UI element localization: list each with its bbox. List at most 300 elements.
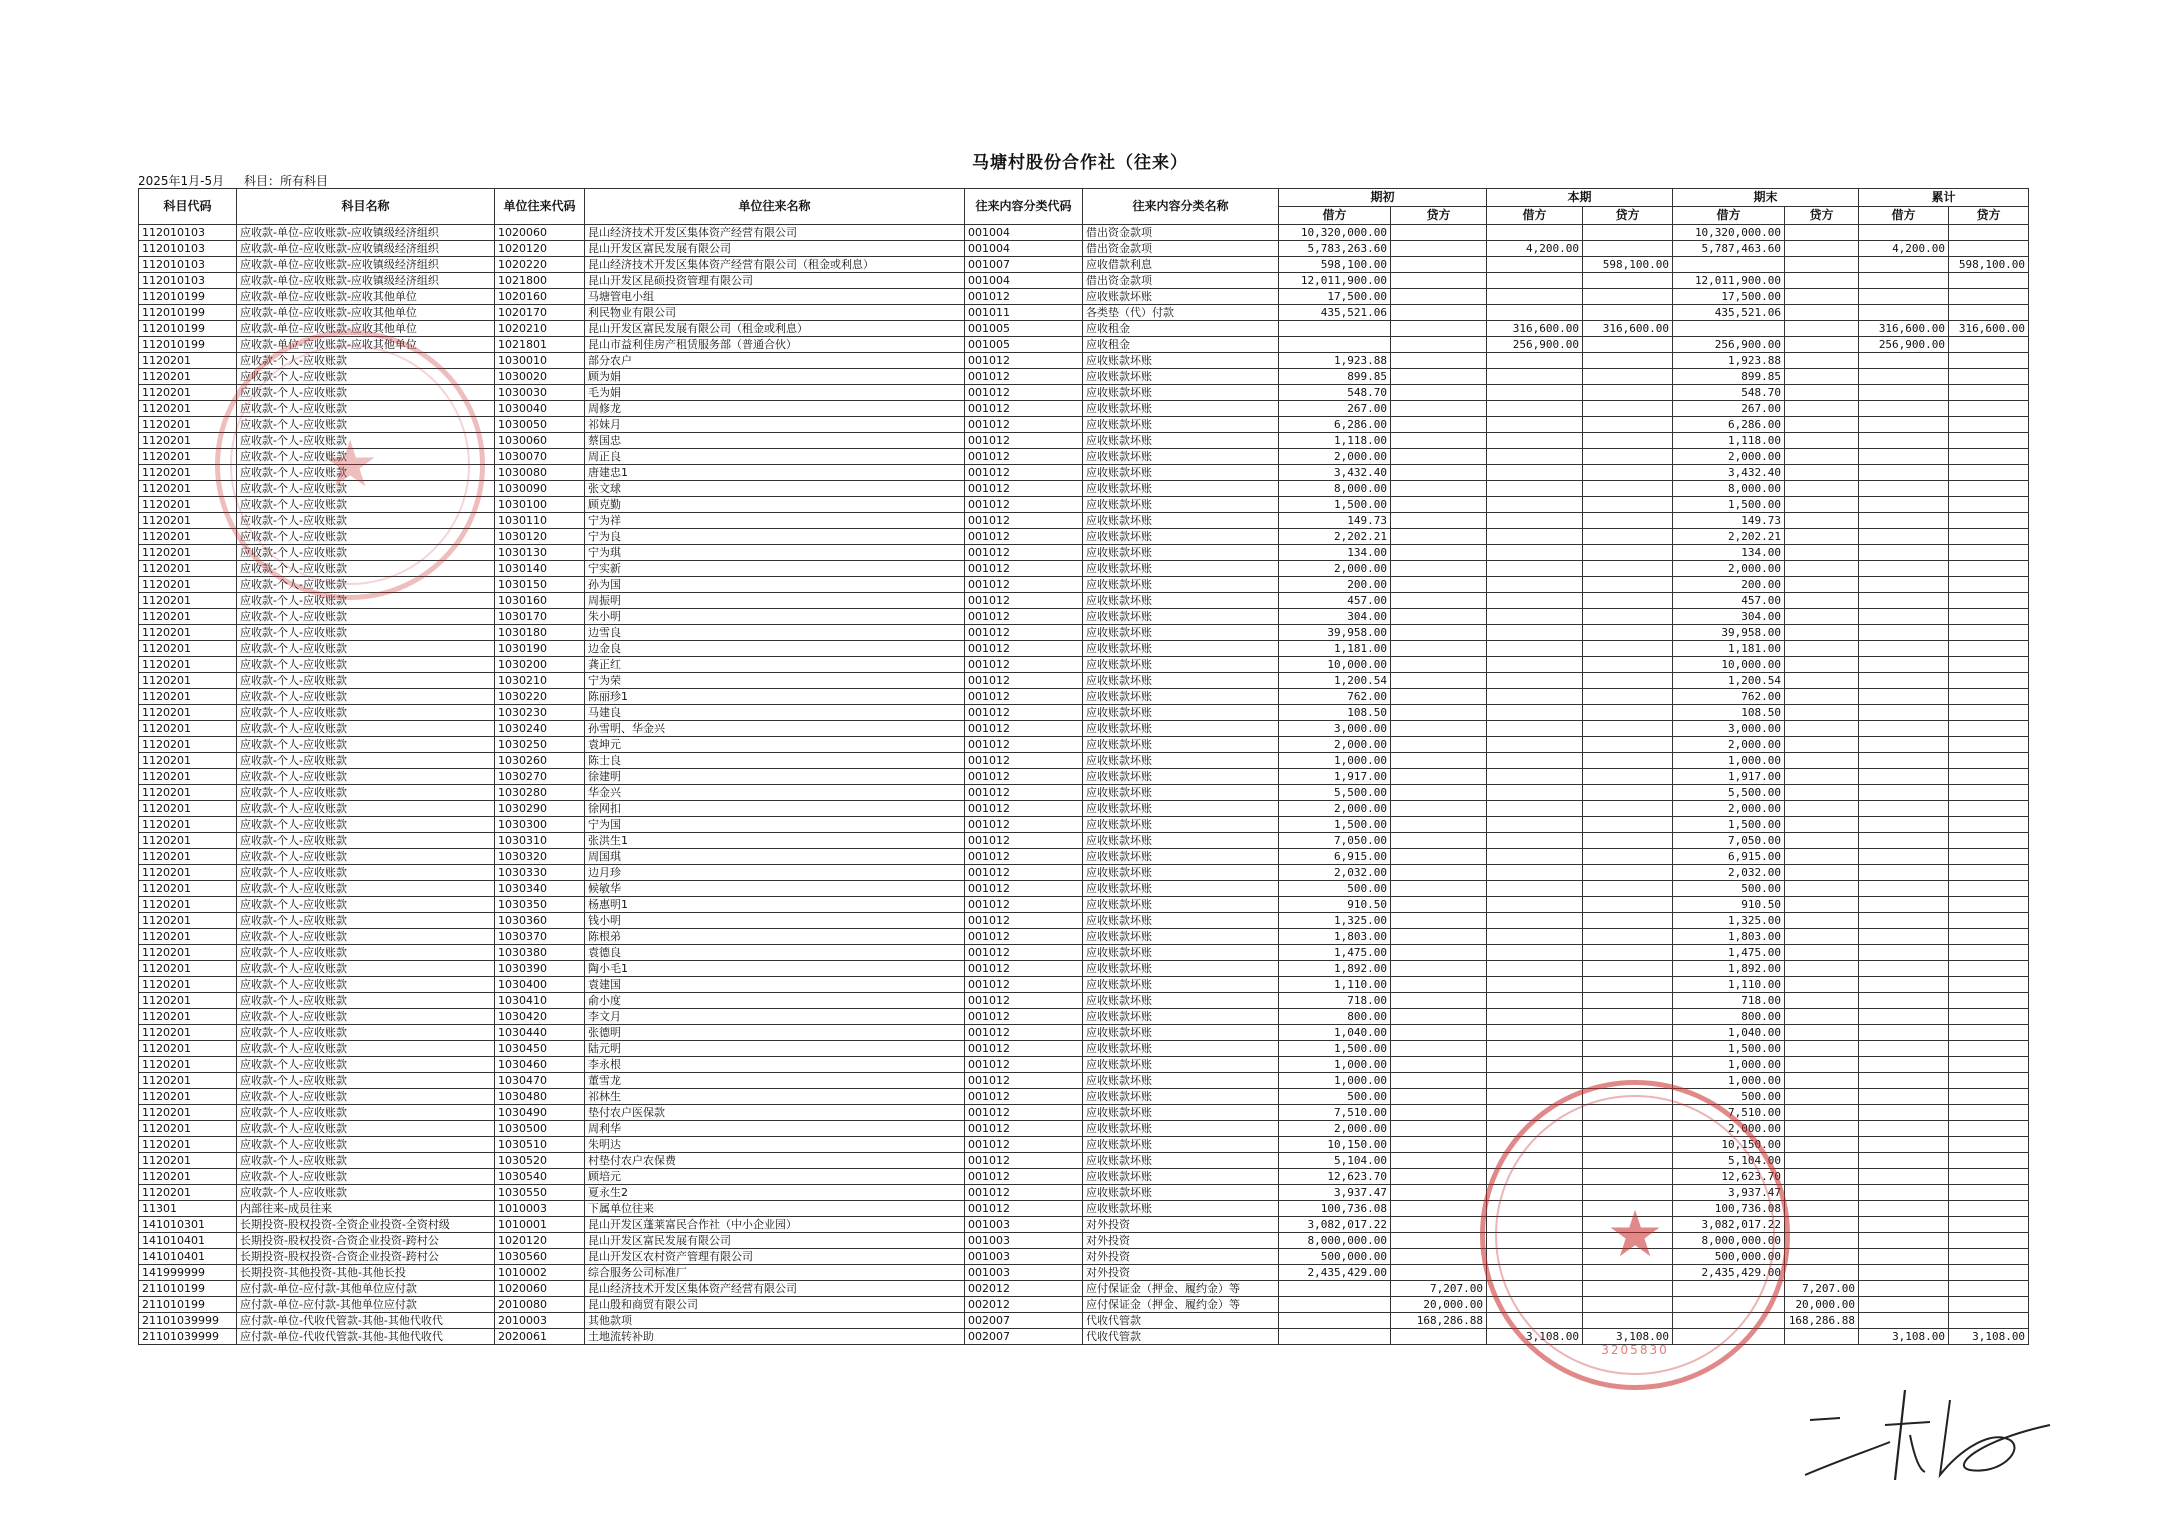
cell-cumulative-credit: [1949, 689, 2029, 705]
cell-cat-code: 002007: [965, 1329, 1083, 1345]
cell-cat-code: 002007: [965, 1313, 1083, 1329]
cell-cumulative-debit: [1859, 897, 1949, 913]
cell-unit-name: 毛为娟: [585, 385, 965, 401]
cell-unit-name: 陈丽珍1: [585, 689, 965, 705]
cell-closing-debit: 3,937.47: [1673, 1185, 1785, 1201]
cell-unit-code: 1030040: [495, 401, 585, 417]
table-row: [139, 401, 2029, 417]
table-row: [139, 1025, 2029, 1041]
cell-code: 1120201: [139, 1121, 237, 1137]
cell-cat-name: 应收账款坏账: [1083, 1057, 1279, 1073]
cell-closing-credit: [1785, 753, 1859, 769]
cell-cat-name: 应收账款坏账: [1083, 801, 1279, 817]
cell-cat-name: 代收代管款: [1083, 1329, 1279, 1345]
cell-name: 应收款-个人-应收账款: [237, 753, 495, 769]
official-seal-right: ★ 3205830: [1480, 1080, 1790, 1390]
table-row: [139, 1297, 2029, 1313]
cell-cumulative-credit: [1949, 273, 2029, 289]
table-row: [139, 849, 2029, 865]
cell-current-debit: [1487, 353, 1583, 369]
cell-cumulative-debit: [1859, 913, 1949, 929]
cell-opening-credit: [1391, 881, 1487, 897]
cell-cumulative-credit: [1949, 657, 2029, 673]
cell-opening-credit: [1391, 1025, 1487, 1041]
cell-current-debit: [1487, 1169, 1583, 1185]
cell-current-debit: [1487, 1249, 1583, 1265]
cell-unit-code: 1030500: [495, 1121, 585, 1137]
header-debit: 借方: [1279, 207, 1391, 225]
cell-opening-credit: [1391, 1105, 1487, 1121]
cell-cat-name: 应收账款坏账: [1083, 561, 1279, 577]
cell-opening-credit: [1391, 369, 1487, 385]
cell-name: 应收款-个人-应收账款: [237, 625, 495, 641]
cell-cumulative-credit: [1949, 913, 2029, 929]
cell-current-debit: [1487, 545, 1583, 561]
cell-code: 1120201: [139, 561, 237, 577]
cell-opening-credit: [1391, 801, 1487, 817]
cell-current-debit: [1487, 1025, 1583, 1041]
table-row: [139, 241, 2029, 257]
cell-cat-code: 001005: [965, 321, 1083, 337]
cell-closing-credit: [1785, 337, 1859, 353]
table-row: [139, 993, 2029, 1009]
cell-unit-name: 朱明达: [585, 1137, 965, 1153]
cell-opening-credit: [1391, 321, 1487, 337]
cell-cat-code: 001012: [965, 897, 1083, 913]
cell-code: 1120201: [139, 929, 237, 945]
cell-unit-name: 周修龙: [585, 401, 965, 417]
cell-closing-debit: 1,500.00: [1673, 497, 1785, 513]
cell-closing-credit: [1785, 481, 1859, 497]
table-row: [139, 305, 2029, 321]
cell-cumulative-debit: [1859, 1105, 1949, 1121]
cell-cumulative-debit: [1859, 1281, 1949, 1297]
cell-current-credit: [1583, 1249, 1673, 1265]
cell-name: 应收款-个人-应收账款: [237, 513, 495, 529]
cell-closing-debit: 7,050.00: [1673, 833, 1785, 849]
cell-cumulative-credit: [1949, 769, 2029, 785]
subject-label: 科目：所有科目: [243, 174, 328, 188]
cell-opening-debit: 500,000.00: [1279, 1249, 1391, 1265]
cell-unit-name: 昆山开发区富民发展有限公司: [585, 1233, 965, 1249]
header-credit: 贷方: [1391, 207, 1487, 225]
cell-cumulative-debit: [1859, 1009, 1949, 1025]
cell-current-debit: [1487, 257, 1583, 273]
cell-current-debit: [1487, 1281, 1583, 1297]
cell-current-credit: [1583, 401, 1673, 417]
cell-cat-code: 001004: [965, 241, 1083, 257]
cell-unit-code: 1030350: [495, 897, 585, 913]
cell-cumulative-credit: [1949, 609, 2029, 625]
table-row: [139, 625, 2029, 641]
table-row: [139, 673, 2029, 689]
cell-opening-credit: [1391, 833, 1487, 849]
cell-closing-debit: 1,110.00: [1673, 977, 1785, 993]
cell-unit-name: 候敏华: [585, 881, 965, 897]
cell-opening-debit: 2,000.00: [1279, 1121, 1391, 1137]
cell-cumulative-credit: [1949, 1249, 2029, 1265]
cell-cat-code: 001012: [965, 593, 1083, 609]
cell-current-debit: [1487, 673, 1583, 689]
cell-current-debit: [1487, 289, 1583, 305]
cell-opening-debit: 267.00: [1279, 401, 1391, 417]
table-row: [139, 369, 2029, 385]
cell-unit-name: 陶小毛1: [585, 961, 965, 977]
cell-unit-code: 1030170: [495, 609, 585, 625]
cell-name: 应收款-个人-应收账款: [237, 545, 495, 561]
cell-cat-code: 001012: [965, 865, 1083, 881]
cell-current-debit: [1487, 833, 1583, 849]
handwritten-signature: [1800, 1380, 2060, 1490]
table-row: [139, 273, 2029, 289]
cell-name: 应收款-单位-应收账款-应收镇级经济组织: [237, 241, 495, 257]
cell-unit-name: 顾克勤: [585, 497, 965, 513]
cell-closing-credit: [1785, 385, 1859, 401]
cell-unit-name: 其他款项: [585, 1313, 965, 1329]
cell-unit-code: 1010003: [495, 1201, 585, 1217]
cell-opening-credit: [1391, 1153, 1487, 1169]
cell-code: 21101039999: [139, 1313, 237, 1329]
cell-unit-code: 1030370: [495, 929, 585, 945]
cell-cat-code: 001012: [965, 417, 1083, 433]
cell-unit-name: 昆山经济技术开发区集体资产经营有限公司: [585, 225, 965, 241]
cell-current-credit: [1583, 705, 1673, 721]
cell-closing-credit: [1785, 1073, 1859, 1089]
cell-cat-code: 001012: [965, 1009, 1083, 1025]
cell-unit-code: 1030070: [495, 449, 585, 465]
cell-current-debit: [1487, 577, 1583, 593]
cell-unit-name: 龚正红: [585, 657, 965, 673]
cell-opening-debit: 2,435,429.00: [1279, 1265, 1391, 1281]
cell-opening-credit: [1391, 625, 1487, 641]
cell-closing-credit: [1785, 353, 1859, 369]
cell-cumulative-debit: [1859, 513, 1949, 529]
cell-name: 应收款-单位-应收账款-应收其他单位: [237, 337, 495, 353]
cell-cumulative-credit: [1949, 1169, 2029, 1185]
cell-code: 1120201: [139, 609, 237, 625]
table-row: [139, 497, 2029, 513]
cell-current-debit: [1487, 881, 1583, 897]
cell-closing-credit: [1785, 641, 1859, 657]
cell-current-credit: [1583, 369, 1673, 385]
cell-name: 长期投资-股权投资-合资企业投资-跨村公: [237, 1233, 495, 1249]
table-row: [139, 1009, 2029, 1025]
cell-code: 1120201: [139, 993, 237, 1009]
cell-cumulative-credit: [1949, 817, 2029, 833]
cell-opening-credit: [1391, 657, 1487, 673]
cell-cumulative-debit: [1859, 657, 1949, 673]
cell-code: 1120201: [139, 641, 237, 657]
cell-closing-debit: 1,000.00: [1673, 753, 1785, 769]
cell-cumulative-credit: [1949, 625, 2029, 641]
cell-unit-code: 1030460: [495, 1057, 585, 1073]
cell-current-credit: [1583, 641, 1673, 657]
cell-opening-debit: 1,325.00: [1279, 913, 1391, 929]
cell-opening-credit: [1391, 769, 1487, 785]
cell-closing-debit: 1,475.00: [1673, 945, 1785, 961]
cell-code: 1120201: [139, 529, 237, 545]
cell-opening-credit: [1391, 897, 1487, 913]
cell-cat-name: 各类垫（代）付款: [1083, 305, 1279, 321]
cell-opening-debit: 1,110.00: [1279, 977, 1391, 993]
cell-code: 1120201: [139, 1105, 237, 1121]
cell-closing-debit: [1673, 1313, 1785, 1329]
cell-code: 1120201: [139, 1153, 237, 1169]
cell-unit-code: 1030210: [495, 673, 585, 689]
cell-closing-debit: 267.00: [1673, 401, 1785, 417]
cell-closing-credit: [1785, 913, 1859, 929]
cell-closing-debit: 435,521.06: [1673, 305, 1785, 321]
cell-closing-debit: 2,435,429.00: [1673, 1265, 1785, 1281]
cell-cumulative-debit: [1859, 401, 1949, 417]
cell-current-credit: [1583, 1105, 1673, 1121]
cell-cat-name: 借出资金款项: [1083, 225, 1279, 241]
cell-closing-debit: 500.00: [1673, 1089, 1785, 1105]
table-row: [139, 881, 2029, 897]
cell-code: 1120201: [139, 881, 237, 897]
cell-cumulative-credit: [1949, 577, 2029, 593]
cell-name: 应收款-个人-应收账款: [237, 1105, 495, 1121]
cell-current-debit: [1487, 705, 1583, 721]
cell-closing-debit: 304.00: [1673, 609, 1785, 625]
cell-closing-credit: [1785, 833, 1859, 849]
cell-name: 应收款-个人-应收账款: [237, 913, 495, 929]
cell-unit-name: 综合服务公司标准厂: [585, 1265, 965, 1281]
cell-name: 应收款-个人-应收账款: [237, 497, 495, 513]
cell-unit-name: 宁为祥: [585, 513, 965, 529]
table-row: [139, 689, 2029, 705]
cell-unit-code: 1010001: [495, 1217, 585, 1233]
cell-cumulative-debit: [1859, 353, 1949, 369]
cell-opening-debit: 12,623.70: [1279, 1169, 1391, 1185]
cell-cumulative-credit: [1949, 641, 2029, 657]
cell-code: 1120201: [139, 657, 237, 673]
cell-opening-debit: 3,432.40: [1279, 465, 1391, 481]
cell-cumulative-credit: [1949, 753, 2029, 769]
cell-cumulative-credit: [1949, 849, 2029, 865]
cell-cumulative-credit: [1949, 881, 2029, 897]
cell-cumulative-debit: [1859, 625, 1949, 641]
cell-current-credit: [1583, 1297, 1673, 1313]
cell-closing-debit: 12,011,900.00: [1673, 273, 1785, 289]
cell-unit-name: 李永根: [585, 1057, 965, 1073]
cell-cumulative-credit: [1949, 1121, 2029, 1137]
cell-unit-name: 董雪龙: [585, 1073, 965, 1089]
cell-code: 1120201: [139, 625, 237, 641]
cell-unit-code: 1030130: [495, 545, 585, 561]
cell-cumulative-credit: [1949, 705, 2029, 721]
cell-unit-code: 1020120: [495, 241, 585, 257]
cell-opening-debit: 7,050.00: [1279, 833, 1391, 849]
cell-cumulative-credit: [1949, 1265, 2029, 1281]
cell-closing-debit: 2,032.00: [1673, 865, 1785, 881]
cell-cat-name: 应收账款坏账: [1083, 385, 1279, 401]
cell-closing-debit: 10,320,000.00: [1673, 225, 1785, 241]
cell-cumulative-debit: [1859, 785, 1949, 801]
cell-cumulative-debit: [1859, 289, 1949, 305]
cell-unit-code: 1030510: [495, 1137, 585, 1153]
cell-current-credit: [1583, 1073, 1673, 1089]
cell-cat-code: 001012: [965, 881, 1083, 897]
cell-cumulative-debit: [1859, 529, 1949, 545]
table-row: [139, 545, 2029, 561]
cell-current-debit: [1487, 609, 1583, 625]
header-cat-name: 往来内容分类名称: [1083, 189, 1279, 225]
cell-opening-credit: [1391, 241, 1487, 257]
cell-code: 112010199: [139, 321, 237, 337]
cell-cumulative-credit: [1949, 1185, 2029, 1201]
cell-cumulative-debit: [1859, 737, 1949, 753]
table-row: [139, 865, 2029, 881]
cell-opening-credit: [1391, 401, 1487, 417]
cell-cumulative-credit: [1949, 673, 2029, 689]
table-row: [139, 785, 2029, 801]
cell-code: 1120201: [139, 1089, 237, 1105]
cell-cumulative-debit: [1859, 961, 1949, 977]
cell-current-credit: [1583, 417, 1673, 433]
cell-opening-credit: [1391, 577, 1487, 593]
cell-closing-credit: [1785, 1121, 1859, 1137]
cell-code: 141010301: [139, 1217, 237, 1233]
cell-cat-code: 001012: [965, 673, 1083, 689]
cell-opening-debit: 6,286.00: [1279, 417, 1391, 433]
cell-name: 应收款-单位-应收账款-应收镇级经济组织: [237, 273, 495, 289]
cell-code: 1120201: [139, 689, 237, 705]
cell-opening-debit: 100,736.08: [1279, 1201, 1391, 1217]
cell-cat-name: 应收账款坏账: [1083, 1089, 1279, 1105]
cell-unit-code: 1021801: [495, 337, 585, 353]
cell-unit-name: 宁为荣: [585, 673, 965, 689]
cell-name: 应收款-个人-应收账款: [237, 1057, 495, 1073]
cell-opening-credit: [1391, 289, 1487, 305]
cell-current-debit: [1487, 1217, 1583, 1233]
cell-closing-credit: [1785, 1105, 1859, 1121]
cell-cat-name: 应收账款坏账: [1083, 497, 1279, 513]
cell-unit-code: 1020170: [495, 305, 585, 321]
cell-opening-debit: 5,783,263.60: [1279, 241, 1391, 257]
cell-cat-code: 001012: [965, 1041, 1083, 1057]
cell-cumulative-debit: [1859, 1185, 1949, 1201]
cell-opening-debit: 1,181.00: [1279, 641, 1391, 657]
cell-closing-credit: [1785, 1057, 1859, 1073]
cell-opening-debit: [1279, 1297, 1391, 1313]
cell-closing-debit: 3,000.00: [1673, 721, 1785, 737]
cell-cumulative-debit: [1859, 977, 1949, 993]
cell-opening-debit: 1,500.00: [1279, 817, 1391, 833]
cell-name: 应收款-个人-应收账款: [237, 705, 495, 721]
cell-name: 应收款-个人-应收账款: [237, 897, 495, 913]
cell-opening-credit: [1391, 993, 1487, 1009]
cell-opening-debit: 304.00: [1279, 609, 1391, 625]
cell-name: 应收款-个人-应收账款: [237, 481, 495, 497]
cell-unit-code: 1030480: [495, 1089, 585, 1105]
cell-name: 应收款-个人-应收账款: [237, 529, 495, 545]
cell-current-debit: [1487, 1057, 1583, 1073]
cell-unit-name: 袁坤元: [585, 737, 965, 753]
cell-cat-code: 001012: [965, 481, 1083, 497]
cell-cumulative-credit: [1949, 225, 2029, 241]
cell-opening-credit: [1391, 737, 1487, 753]
cell-cumulative-credit: [1949, 1009, 2029, 1025]
cell-closing-debit: [1673, 1329, 1785, 1345]
table-row: [139, 1169, 2029, 1185]
cell-name: 应收款-个人-应收账款: [237, 1009, 495, 1025]
cell-unit-code: 1030050: [495, 417, 585, 433]
cell-closing-credit: [1785, 801, 1859, 817]
cell-cat-name: 应收账款坏账: [1083, 449, 1279, 465]
cell-closing-debit: 1,803.00: [1673, 929, 1785, 945]
cell-unit-code: 1030280: [495, 785, 585, 801]
header-current: 本期: [1487, 189, 1673, 207]
cell-current-credit: [1583, 1025, 1673, 1041]
cell-cumulative-debit: 256,900.00: [1859, 337, 1949, 353]
cell-name: 长期投资-股权投资-全资企业投资-全资村级: [237, 1217, 495, 1233]
cell-closing-debit: 1,000.00: [1673, 1057, 1785, 1073]
cell-closing-credit: [1785, 1169, 1859, 1185]
cell-cat-name: 应收账款坏账: [1083, 513, 1279, 529]
cell-name: 应收款-个人-应收账款: [237, 881, 495, 897]
cell-opening-debit: 800.00: [1279, 1009, 1391, 1025]
cell-closing-debit: 762.00: [1673, 689, 1785, 705]
table-row: [139, 1041, 2029, 1057]
cell-unit-name: 张德明: [585, 1025, 965, 1041]
cell-name: 应收款-个人-应收账款: [237, 833, 495, 849]
cell-closing-debit: 500.00: [1673, 881, 1785, 897]
cell-current-credit: [1583, 289, 1673, 305]
cell-current-credit: [1583, 801, 1673, 817]
cell-unit-name: 袁德良: [585, 945, 965, 961]
cell-code: 141999999: [139, 1265, 237, 1281]
table-row: [139, 1105, 2029, 1121]
cell-cumulative-credit: [1949, 1297, 2029, 1313]
cell-unit-name: 下属单位往来: [585, 1201, 965, 1217]
cell-current-credit: [1583, 1153, 1673, 1169]
cell-current-credit: [1583, 865, 1673, 881]
cell-unit-code: 1020120: [495, 1233, 585, 1249]
cell-closing-credit: [1785, 929, 1859, 945]
cell-cat-name: 应收账款坏账: [1083, 913, 1279, 929]
cell-opening-credit: [1391, 417, 1487, 433]
cell-cat-name: 应收账款坏账: [1083, 993, 1279, 1009]
cell-closing-debit: 12,623.70: [1673, 1169, 1785, 1185]
cell-name: 应收款-个人-应收账款: [237, 689, 495, 705]
cell-cat-name: 对外投资: [1083, 1265, 1279, 1281]
cell-unit-name: 昆山开发区富民发展有限公司（租金或利息）: [585, 321, 965, 337]
table-row: [139, 737, 2029, 753]
cell-cat-name: 应收账款坏账: [1083, 625, 1279, 641]
cell-opening-debit: 2,000.00: [1279, 801, 1391, 817]
cell-cat-name: 对外投资: [1083, 1217, 1279, 1233]
cell-code: 1120201: [139, 961, 237, 977]
cell-cat-code: 001012: [965, 1201, 1083, 1217]
cell-current-credit: [1583, 1009, 1673, 1025]
cell-cat-code: 001012: [965, 369, 1083, 385]
cell-opening-debit: 17,500.00: [1279, 289, 1391, 305]
cell-opening-debit: 1,118.00: [1279, 433, 1391, 449]
cell-name: 应收款-个人-应收账款: [237, 993, 495, 1009]
cell-closing-credit: [1785, 1233, 1859, 1249]
cell-current-debit: [1487, 977, 1583, 993]
cell-current-debit: [1487, 801, 1583, 817]
cell-cat-name: 应收账款坏账: [1083, 433, 1279, 449]
cell-closing-debit: 548.70: [1673, 385, 1785, 401]
cell-current-credit: [1583, 1057, 1673, 1073]
cell-unit-name: 顾培元: [585, 1169, 965, 1185]
cell-closing-debit: 2,000.00: [1673, 449, 1785, 465]
cell-cumulative-credit: [1949, 513, 2029, 529]
cell-unit-code: 1030400: [495, 977, 585, 993]
cell-opening-credit: 168,286.88: [1391, 1313, 1487, 1329]
